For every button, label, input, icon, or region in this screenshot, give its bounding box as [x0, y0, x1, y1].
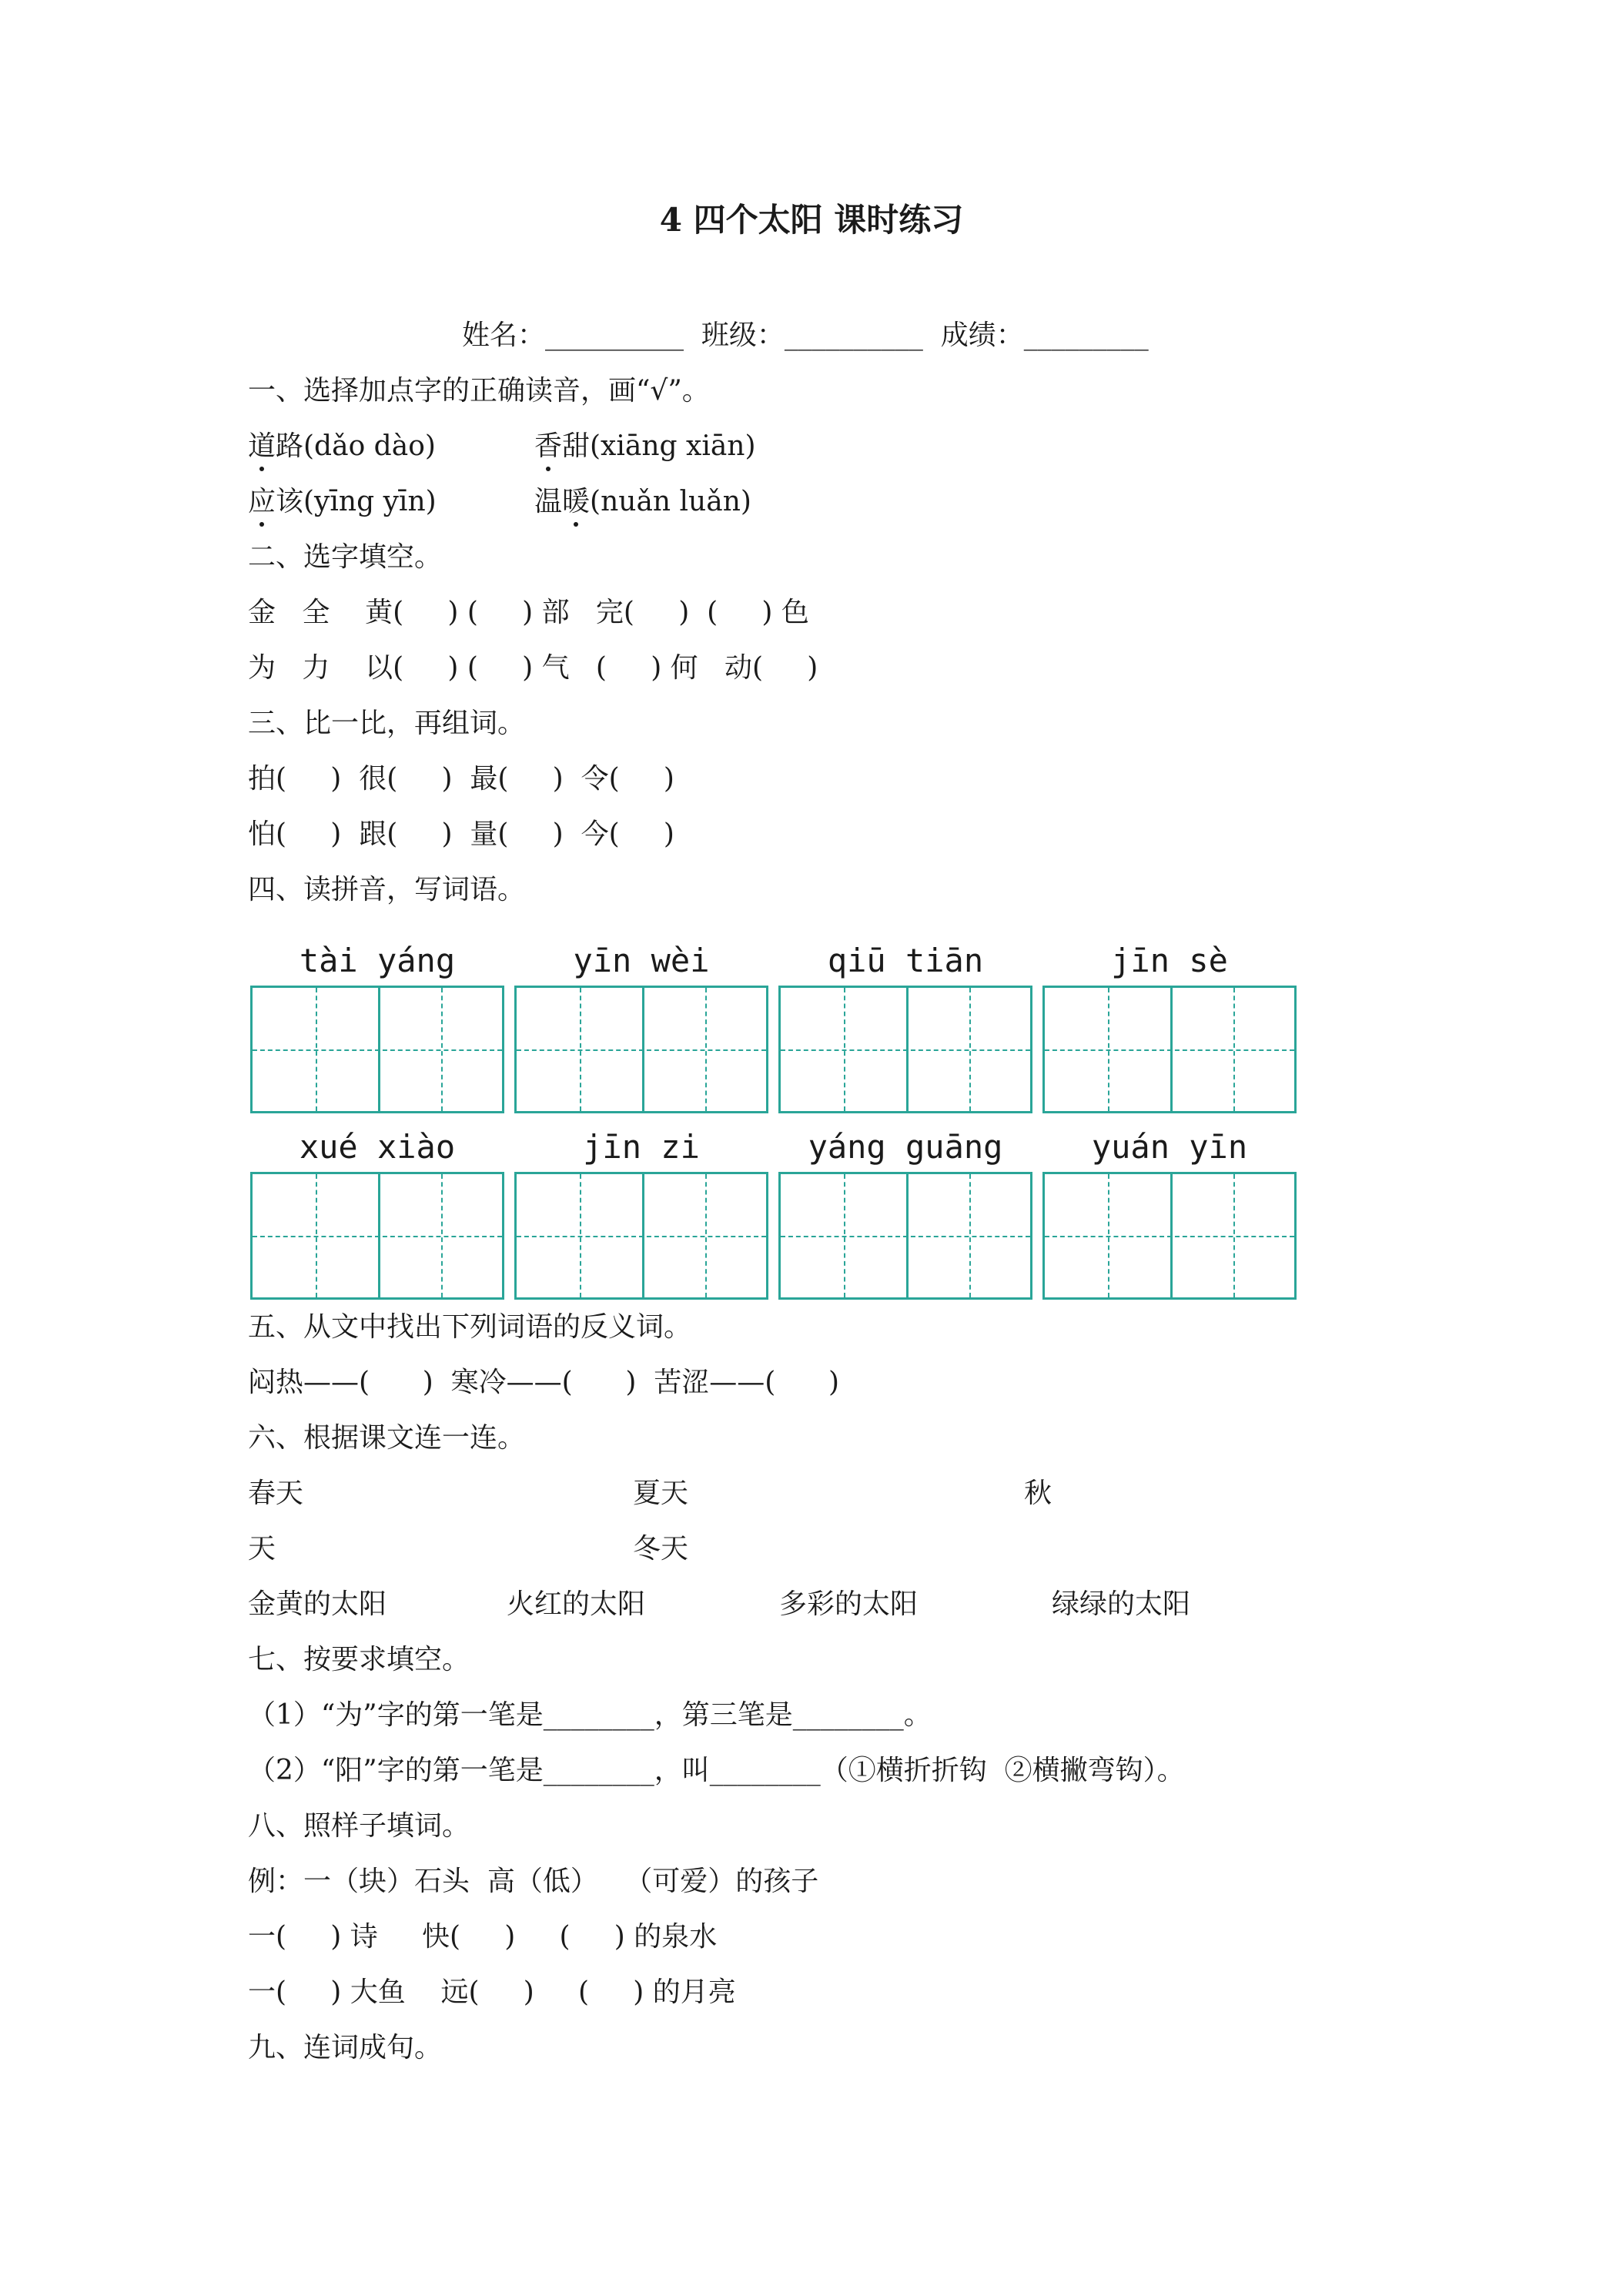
student-info-line: 姓名：__________ 班级：__________ 成绩：_________	[462, 320, 1149, 351]
writing-grid[interactable]	[514, 986, 768, 1113]
q2-line-1: 金 全 黄( ) ( ) 部 完( ) ( ) 色	[248, 597, 809, 628]
q5-heading: 五、从文中找出下列词语的反义词。	[248, 1311, 692, 1343]
writing-grid[interactable]	[778, 1172, 1032, 1300]
writing-grid[interactable]	[778, 986, 1032, 1113]
q1-item-4-dotted-char: 暖	[562, 484, 590, 520]
q8-line-1: 一( ) 诗 快( ) ( ) 的泉水	[248, 1921, 718, 1953]
pinyin-label: yīn wèi	[573, 942, 710, 979]
writing-grid[interactable]	[250, 1172, 504, 1300]
q7-line-1: （1）“为”字的第一笔是________，第三笔是________。	[248, 1699, 932, 1731]
sun-colorful: 多彩的太阳	[779, 1588, 919, 1620]
q8-line-2: 一( ) 大鱼 远( ) ( ) 的月亮	[248, 1976, 736, 2008]
q7-heading: 七、按要求填空。	[248, 1644, 470, 1675]
q3-line-1: 拍( ) 很( ) 最( ) 令( )	[248, 763, 674, 795]
pinyin-label: xué xiào	[299, 1128, 456, 1166]
pinyin-label: jīn sè	[1111, 942, 1228, 979]
q2-line-2: 为 力 以( ) ( ) 气 ( ) 何 动( )	[248, 652, 818, 684]
page-title: 4 四个太阳 课时练习	[659, 201, 964, 239]
q7-line-2: （2）“阳”字的第一笔是________，叫________（①横折折钩 ②横撇弯钩）。	[248, 1755, 1185, 1786]
sun-green: 绿绿的太阳	[1052, 1588, 1191, 1620]
pinyin-label: yáng guāng	[808, 1128, 1003, 1166]
pinyin-label: tài yáng	[299, 942, 456, 979]
q1-item-3	[248, 484, 437, 520]
pinyin-label: yuán yīn	[1091, 1128, 1248, 1166]
q1-item-2-post: 甜(xiāng xiān)	[562, 430, 756, 462]
q3-heading: 三、比一比，再组词。	[248, 708, 526, 739]
q8-example: 例：一（块）石头 高（低） （可爱）的孩子	[248, 1866, 819, 1897]
pinyin-label: jīn zi	[583, 1128, 700, 1166]
q8-heading: 八、照样子填词。	[248, 1810, 470, 1842]
writing-grid[interactable]	[514, 1172, 768, 1300]
season-summer: 夏天	[633, 1478, 689, 1509]
q6-heading: 六、根据课文连一连。	[248, 1422, 526, 1454]
q1-item-1	[248, 428, 436, 465]
q1-item-1-post: 路(dǎo dào)	[276, 430, 436, 462]
sun-golden: 金黄的太阳	[248, 1588, 387, 1620]
q1-item-4-pre: 温	[534, 486, 563, 517]
writing-grid[interactable]	[1042, 986, 1297, 1113]
q2-heading: 二、选字填空。	[248, 541, 443, 573]
pinyin-label: qiū tiān	[827, 942, 984, 979]
season-winter: 冬天	[633, 1533, 689, 1565]
q5-line: 闷热——( ) 寒冷——( ) 苦涩——( )	[248, 1367, 840, 1398]
q1-item-3-post: 该(yīng yīn)	[276, 486, 437, 517]
season-spring: 春天	[248, 1478, 304, 1509]
season-autumn-part2: 天	[248, 1533, 276, 1565]
q1-item-2	[534, 428, 756, 465]
q1-item-4	[534, 484, 751, 520]
q1-heading: 一、选择加点字的正确读音，画“√”。	[248, 375, 710, 407]
season-autumn-part1: 秋	[1024, 1478, 1052, 1509]
q9-heading: 九、连词成句。	[248, 2032, 443, 2063]
q1-item-4-post: (nuǎn luǎn)	[590, 486, 751, 517]
q1-item-1-dotted-char: 道	[248, 428, 276, 465]
writing-grid[interactable]	[1042, 1172, 1297, 1300]
sun-red: 火红的太阳	[507, 1588, 646, 1620]
q4-heading: 四、读拼音，写词语。	[248, 874, 526, 905]
q1-item-2-dotted-char: 香	[534, 428, 562, 465]
q1-item-3-dotted-char: 应	[248, 484, 276, 520]
q3-line-2: 怕( ) 跟( ) 量( ) 今( )	[248, 818, 674, 850]
writing-grid[interactable]	[250, 986, 504, 1113]
